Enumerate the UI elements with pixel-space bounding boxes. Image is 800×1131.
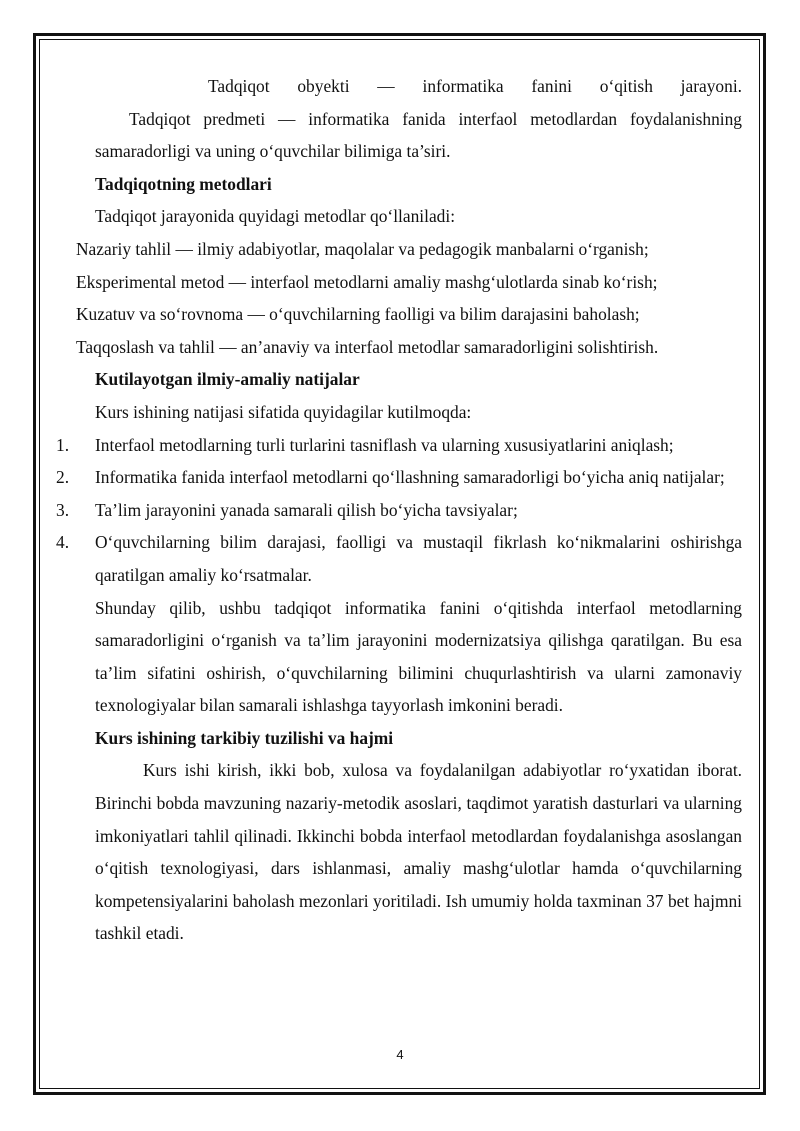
list-item bbox=[56, 526, 742, 591]
summary-paragraph: Shunday qilib, ushbu tadqiqot informatika fanini o‘qitishda interfaol metodlarning samaradorligini o‘rganish va ta’lim jarayonini modernizatsiya qilishga qaratilgan. Bu esa ta’lim sifatini oshirish, o‘quvchilarning bilimini chuqurlashtirish va ularni zamonaviy texnologiyalar bilan samarali ishlashga tayyorlash imkonini beradi. bbox=[95, 597, 742, 716]
list-item-text: Ta’lim jarayonini yanada samarali qilish bo‘yicha tavsiyalar; bbox=[95, 499, 518, 520]
method-item: Eksperimental metod — interfaol metodlarni amaliy mashg‘ulotlarda sinab ko‘rish; bbox=[76, 271, 658, 292]
list-number: 2. bbox=[56, 467, 70, 488]
list-item-text: O‘quvchilarning bilim darajasi, faolligi va mustaqil fikrlash ko‘nikmalarini oshirishga qaratilgan amaliy ko‘rsatmalar. bbox=[95, 532, 742, 585]
results-heading: Kutilayotgan ilmiy-amaliy natijalar bbox=[95, 369, 360, 390]
list-number: 4. bbox=[56, 532, 70, 553]
list-item bbox=[56, 429, 742, 462]
list-number: 3. bbox=[56, 499, 70, 520]
method-item: Kuzatuv va so‘rovnoma — o‘quvchilarning faolligi va bilim darajasini baholash; bbox=[76, 304, 640, 325]
results-intro: Kurs ishining natijasi sifatida quyidagilar kutilmoqda: bbox=[95, 401, 472, 422]
document-body bbox=[56, 70, 742, 950]
results-list bbox=[56, 429, 742, 592]
research-object-line: Tadqiqot obyekti — informatika fanini o‘qitish jarayoni. bbox=[208, 76, 742, 96]
method-item: Taqqoslash va tahlil — an’anaviy va interfaol metodlar samaradorligini solishtirish. bbox=[76, 336, 659, 357]
research-subject-paragraph: Tadqiqot predmeti — informatika fanida interfaol metodlardan foydalanishning samaradorligi va uning o‘quvchilar bilimiga ta’siri. bbox=[95, 108, 742, 162]
list-item-text: Informatika fanida interfaol metodlarni qo‘llashning samaradorligi bo‘yicha aniq natijalar; bbox=[95, 467, 725, 488]
methods-intro: Tadqiqot jarayonida quyidagi metodlar qo‘llaniladi: bbox=[95, 206, 456, 227]
list-item bbox=[56, 461, 742, 494]
structure-paragraph: Kurs ishi kirish, ikki bob, xulosa va foydalanilgan adabiyotlar ro‘yxatidan iborat. Birinchi bobda mavzuning nazariy-metodik asoslari, taqdimot yaratish dasturlari va ularning imkoniyatlari tahlil qilinadi. Ikkinchi bobda interfaol metodlardan foydalanishga asoslangan o‘qitish texnologiyasi, dars ishlanmasi, amaliy mashg‘ulotlar hamda o‘quvchilarning kompetensiyalarini baholash mezonlari yoritiladi. Ish umumiy holda taxminan 37 bet hajmni tashkil etadi. bbox=[95, 760, 742, 944]
list-number: 1. bbox=[56, 434, 70, 455]
list-item-text: Interfaol metodlarning turli turlarini tasniflash va ularning xususiyatlarini aniqlash; bbox=[95, 434, 674, 455]
structure-heading: Kurs ishining tarkibiy tuzilishi va hajmi bbox=[95, 727, 394, 748]
page-number: 4 bbox=[396, 1047, 404, 1062]
list-item bbox=[56, 494, 742, 527]
method-item: Nazariy tahlil — ilmiy adabiyotlar, maqolalar va pedagogik manbalarni o‘rganish; bbox=[76, 238, 649, 259]
methods-heading: Tadqiqotning metodlari bbox=[95, 173, 272, 194]
